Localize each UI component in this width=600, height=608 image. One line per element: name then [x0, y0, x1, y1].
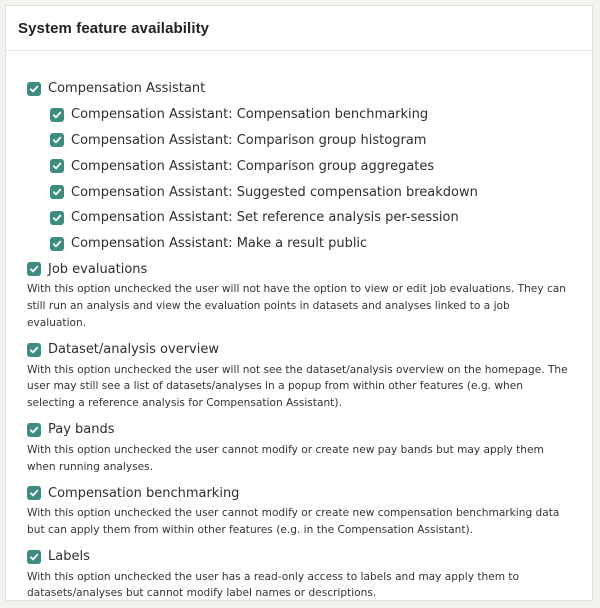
- feature-label: Pay bands: [48, 422, 115, 438]
- feature-label: Compensation Assistant: Set reference analysis per-session: [71, 210, 459, 226]
- checkbox-checked-icon[interactable]: [50, 133, 64, 147]
- feature-row-labels[interactable]: [27, 544, 592, 570]
- feature-description: With this option unchecked the user cannot modify or create new compensation benchmarking data but can apply them from within other features (e.g. in the Compensation Assistant).: [27, 507, 560, 536]
- feature-row-job-evaluations[interactable]: [27, 257, 592, 283]
- checkbox-checked-icon[interactable]: [27, 486, 41, 500]
- checkbox-checked-icon[interactable]: [50, 185, 64, 199]
- checkbox-checked-icon[interactable]: [27, 82, 41, 96]
- feature-row-compensation-assistant-make-a-result-public[interactable]: [27, 231, 592, 257]
- checkbox-checked-icon[interactable]: [27, 550, 41, 564]
- feature-row-dataset-analysis-overview[interactable]: [27, 337, 592, 363]
- feature-row-pay-bands[interactable]: [27, 417, 592, 443]
- feature-label: Compensation Assistant: Suggested compensation breakdown: [71, 184, 478, 200]
- feature-label: Compensation benchmarking: [48, 485, 240, 501]
- feature-label: Labels: [48, 549, 90, 565]
- feature-label: Compensation Assistant: Make a result public: [71, 236, 368, 252]
- feature-description: With this option unchecked the user has a read-only access to labels and may apply them to datasets/analyses but cannot modify label names or descriptions.: [27, 570, 520, 600]
- system-feature-availability-card: [5, 5, 593, 601]
- checkbox-checked-icon[interactable]: [50, 237, 64, 251]
- feature-label: Dataset/analysis overview: [48, 342, 219, 358]
- feature-label: Job evaluations: [48, 261, 148, 277]
- feature-row-compensation-assistant[interactable]: [27, 76, 592, 102]
- checkbox-checked-icon[interactable]: [27, 262, 41, 276]
- feature-row-compensation-assistant-compensation-benchmarking[interactable]: [27, 102, 592, 128]
- checkbox-checked-icon[interactable]: [27, 343, 41, 357]
- checkbox-checked-icon[interactable]: [50, 211, 64, 225]
- checkbox-checked-icon[interactable]: [27, 423, 41, 437]
- feature-label: Compensation Assistant: Comparison group histogram: [71, 132, 427, 148]
- feature-label: Compensation Assistant: Compensation benchmarking: [71, 107, 429, 123]
- feature-row-compensation-assistant-comparison-group-aggregates[interactable]: [27, 153, 592, 179]
- checkbox-checked-icon[interactable]: [50, 108, 64, 122]
- feature-description: With this option unchecked the user cannot modify or create new pay bands but may apply them when running analyses.: [27, 443, 544, 473]
- card-title: System feature availability: [18, 19, 210, 37]
- feature-label: Compensation Assistant: Comparison group aggregates: [71, 158, 435, 174]
- feature-list: [6, 51, 592, 602]
- feature-row-compensation-assistant-suggested-compensation-breakdown[interactable]: [27, 179, 592, 205]
- feature-label: Compensation Assistant: [48, 81, 206, 97]
- feature-row-compensation-assistant-comparison-group-histogram[interactable]: [27, 128, 592, 154]
- feature-description: With this option unchecked the user will not see the dataset/analysis overview on the homepage. The user may still see a list of datasets/analyses in a popup from within other features (e.g. when selecting a reference analysis for Compensation Assistant).: [27, 363, 568, 410]
- feature-description: With this option unchecked the user will not have the option to view or edit job evaluations. They can still run an analysis and view the evaluation points in datasets and analyses linked to a job evaluation.: [27, 283, 566, 329]
- card-header: [6, 6, 592, 51]
- feature-row-compensation-assistant-set-reference-analysis-per-session[interactable]: [27, 205, 592, 231]
- checkbox-checked-icon[interactable]: [50, 159, 64, 173]
- feature-row-compensation-benchmarking[interactable]: [27, 480, 592, 506]
